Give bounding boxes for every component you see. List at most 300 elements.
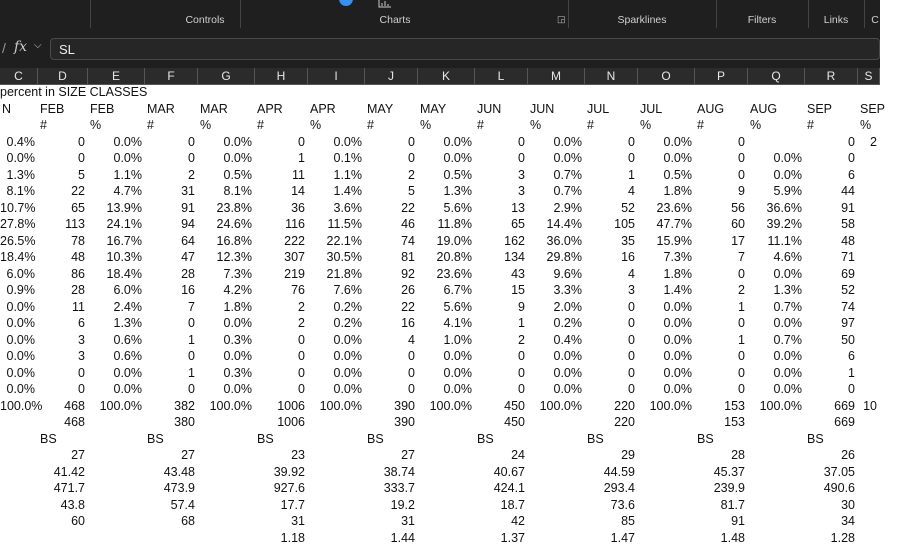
cell[interactable]: 11.1% [748,233,802,249]
cell[interactable]: 16 [145,282,195,298]
cell[interactable]: 0.0% [528,150,582,166]
cell[interactable]: % [640,117,717,133]
cell[interactable]: 0.0% [198,134,252,150]
cell[interactable]: 58 [805,216,855,232]
cell[interactable]: 3 [38,348,85,364]
cell[interactable]: 22 [38,183,85,199]
column-header-C[interactable]: C [0,68,38,84]
cell[interactable]: BS [147,431,220,447]
cell[interactable]: 0 [255,365,305,381]
cell[interactable]: JUN [530,101,607,117]
cell[interactable]: BS [367,431,440,447]
cell[interactable]: 100.0% [748,398,802,414]
cell[interactable]: 47 [145,249,195,265]
cell[interactable]: 0.3% [198,365,252,381]
cell[interactable]: 1 [695,332,745,348]
cell[interactable]: 927.6 [255,480,305,496]
cell[interactable]: 0 [255,381,305,397]
cell[interactable]: 0.3% [198,332,252,348]
cell[interactable]: 44 [805,183,855,199]
cell[interactable]: 3.6% [308,200,362,216]
cell[interactable]: 100.0% [88,398,142,414]
cell[interactable]: 36 [255,200,305,216]
cell[interactable]: 16 [585,249,635,265]
cell[interactable]: 97 [805,315,855,331]
cell[interactable]: 29 [585,447,635,463]
cell[interactable]: 17.7 [255,497,305,513]
cell[interactable]: 38.74 [365,464,415,480]
cell[interactable]: 0 [695,266,745,282]
cell[interactable]: 220 [585,414,635,430]
cell[interactable]: 1006 [255,398,305,414]
cell[interactable]: 100.0% [198,398,252,414]
cell[interactable]: 2.4% [88,299,142,315]
cell[interactable]: 23.8% [198,200,252,216]
cell[interactable]: SEP [807,101,880,117]
cell[interactable]: 31 [145,183,195,199]
cell[interactable]: percent in SIZE CLASSES [0,84,300,100]
cell[interactable]: 0.0% [638,381,692,397]
cell[interactable]: 60 [695,216,745,232]
cell[interactable]: 47.7% [638,216,692,232]
cell[interactable]: 50 [805,332,855,348]
cell[interactable]: 1.3% [88,315,142,331]
cell[interactable]: 19.2 [365,497,415,513]
cell[interactable]: 669 [805,414,855,430]
cell[interactable]: 78 [38,233,85,249]
cell[interactable]: 18.7 [475,497,525,513]
cell[interactable]: 2 [365,167,415,183]
cell[interactable]: 11.8% [418,216,472,232]
cell[interactable]: 0 [805,134,855,150]
cell[interactable]: 0 [475,150,525,166]
cell[interactable]: 0.0% [308,381,362,397]
cell[interactable]: 74 [365,233,415,249]
cell[interactable]: 0.7% [748,299,802,315]
cell[interactable]: 333.7 [365,480,415,496]
cell[interactable]: 46 [365,216,415,232]
cell[interactable]: 100.0% [638,398,692,414]
cell[interactable]: 2 [255,315,305,331]
cell[interactable]: 9 [695,183,745,199]
cell[interactable]: 85 [585,513,635,529]
cell[interactable]: 468 [38,398,85,414]
cell[interactable]: 16.8% [198,233,252,249]
cell[interactable]: 56 [695,200,745,216]
cell[interactable]: 0 [475,381,525,397]
cell[interactable]: 471.7 [38,480,85,496]
cell[interactable]: 0 [585,150,635,166]
cell[interactable]: 0 [365,365,415,381]
cell[interactable]: 3 [38,332,85,348]
cell[interactable]: 6.7% [418,282,472,298]
cell[interactable]: 18.4% [0,249,35,265]
cell[interactable]: 71 [805,249,855,265]
cell[interactable]: 81.7 [695,497,745,513]
cell[interactable]: 0 [585,381,635,397]
cell[interactable]: AUG [750,101,827,117]
cell[interactable]: 1 [475,315,525,331]
cell[interactable]: 5 [38,167,85,183]
cell[interactable]: 36.0% [528,233,582,249]
cell[interactable]: 0 [805,150,855,166]
cell[interactable]: FEB [40,101,110,117]
cell[interactable]: 26 [365,282,415,298]
cell[interactable]: 669 [805,398,855,414]
cell[interactable]: 0 [585,365,635,381]
column-header-N[interactable]: N [585,68,638,84]
cell[interactable]: % [200,117,277,133]
cell[interactable]: 10 [858,398,877,414]
cell[interactable]: 7 [145,299,195,315]
cell[interactable]: 1 [145,332,195,348]
cell[interactable]: 76 [255,282,305,298]
cell[interactable]: 222 [255,233,305,249]
cell[interactable]: 1.47 [585,530,635,546]
cell[interactable]: 22 [365,200,415,216]
cell[interactable]: 0 [695,348,745,364]
cell[interactable]: 293.4 [585,480,635,496]
cell[interactable]: 2 [695,282,745,298]
cell[interactable]: 6 [38,315,85,331]
cell[interactable]: 60 [38,513,85,529]
cell[interactable]: 0.1% [308,150,362,166]
cell[interactable]: 0.6% [88,348,142,364]
cell[interactable]: 8.1% [0,183,35,199]
cell[interactable]: 24.1% [88,216,142,232]
cell[interactable]: MAY [420,101,497,117]
cell[interactable]: 380 [145,414,195,430]
cell[interactable]: 10.3% [88,249,142,265]
cell[interactable]: 6.0% [88,282,142,298]
cell[interactable]: 468 [38,414,85,430]
cell[interactable]: 0.0% [638,365,692,381]
cell[interactable]: # [587,117,660,133]
cell[interactable]: % [530,117,607,133]
cell[interactable]: 3 [475,167,525,183]
cell[interactable]: 23.6% [418,266,472,282]
cell[interactable]: 0.5% [418,167,472,183]
cell[interactable]: 100.0% [418,398,472,414]
cell[interactable]: 0.7% [528,183,582,199]
cell[interactable]: 0 [585,134,635,150]
cell[interactable]: 0 [365,381,415,397]
cell[interactable]: JUL [587,101,660,117]
cell[interactable]: 73.6 [585,497,635,513]
column-header-I[interactable]: I [308,68,365,84]
cell[interactable]: 0.5% [198,167,252,183]
cell[interactable]: 0.0% [418,134,472,150]
cell[interactable]: 8.1% [198,183,252,199]
cell[interactable]: 0.0% [198,150,252,166]
cell[interactable]: 41.42 [38,464,85,480]
cell[interactable]: 17 [695,233,745,249]
cell[interactable]: 7.6% [308,282,362,298]
cell[interactable]: 0 [585,299,635,315]
cell[interactable]: 1.3% [748,282,802,298]
cell[interactable]: 0.2% [308,299,362,315]
cell[interactable]: 1.37 [475,530,525,546]
cell[interactable]: 2.0% [528,299,582,315]
cell[interactable]: 0.0% [198,348,252,364]
cell[interactable]: 100.0% [308,398,362,414]
column-header-P[interactable]: P [695,68,748,84]
cell[interactable]: 13.9% [88,200,142,216]
cell[interactable]: 0.0% [528,134,582,150]
cell[interactable]: 27 [38,447,85,463]
cell[interactable]: 23.6% [638,200,692,216]
cell[interactable]: 153 [695,398,745,414]
cell[interactable]: 91 [145,200,195,216]
cell[interactable]: MAR [200,101,277,117]
cell[interactable]: 52 [805,282,855,298]
cell[interactable]: 307 [255,249,305,265]
cell[interactable]: BS [257,431,330,447]
column-header-F[interactable]: F [145,68,198,84]
cell[interactable]: 1.3% [0,167,35,183]
cell[interactable]: MAY [367,101,440,117]
cell[interactable]: 5 [365,183,415,199]
cell[interactable]: 0 [695,167,745,183]
cell[interactable]: 22 [365,299,415,315]
cell[interactable]: 3 [475,183,525,199]
column-header-J[interactable]: J [365,68,418,84]
cell[interactable]: MAR [147,101,220,117]
cell[interactable]: APR [310,101,387,117]
cell[interactable]: 12.3% [198,249,252,265]
cell[interactable]: 0 [475,348,525,364]
cell[interactable]: AUG [697,101,770,117]
cell[interactable]: 29.8% [528,249,582,265]
cell[interactable]: 0.0% [418,150,472,166]
cell[interactable]: 0.0% [528,381,582,397]
cell[interactable]: 23 [255,447,305,463]
cell[interactable]: 0 [695,134,745,150]
cell[interactable]: 105 [585,216,635,232]
cell[interactable]: 6 [805,348,855,364]
cell[interactable]: 5.6% [418,200,472,216]
cell[interactable]: 42 [475,513,525,529]
cell[interactable]: 14 [255,183,305,199]
cell[interactable]: 0.0% [748,167,802,183]
cell[interactable]: 14.4% [528,216,582,232]
cell[interactable]: 0.4% [528,332,582,348]
cell[interactable]: 2 [475,332,525,348]
column-header-Q[interactable]: Q [748,68,805,84]
cell[interactable]: 40.67 [475,464,525,480]
cell[interactable]: 0.0% [0,332,35,348]
cell[interactable]: 1.4% [638,282,692,298]
cell[interactable]: 35 [585,233,635,249]
cell[interactable]: 0 [695,315,745,331]
cell[interactable]: 27.8% [0,216,35,232]
cell[interactable]: 0.0% [0,348,35,364]
cell[interactable]: 0 [255,134,305,150]
cell[interactable]: 1.48 [695,530,745,546]
cell[interactable]: BS [477,431,550,447]
cell[interactable]: 0 [695,150,745,166]
cell[interactable]: 0 [365,348,415,364]
cell[interactable]: 450 [475,398,525,414]
cell[interactable]: 44.59 [585,464,635,480]
cell[interactable]: 0 [365,150,415,166]
cell[interactable]: 7.3% [198,266,252,282]
cell[interactable]: 1.0% [418,332,472,348]
cell[interactable]: 64 [145,233,195,249]
cell[interactable]: BS [587,431,660,447]
column-header-D[interactable]: D [38,68,88,84]
cell[interactable]: # [807,117,880,133]
cell[interactable]: FEB [90,101,167,117]
cell[interactable]: 68 [145,513,195,529]
cell[interactable]: 91 [695,513,745,529]
cell[interactable]: 0.0% [88,381,142,397]
cell[interactable]: 15.9% [638,233,692,249]
cell[interactable]: 0.0% [88,134,142,150]
cell[interactable]: 1.8% [638,266,692,282]
cell[interactable]: 0 [145,315,195,331]
cell[interactable]: BS [697,431,770,447]
cell[interactable]: 0 [695,365,745,381]
cell[interactable]: 100.0% [528,398,582,414]
cell[interactable]: 18.4% [88,266,142,282]
cell[interactable]: BS [807,431,880,447]
cell[interactable]: 43.8 [38,497,85,513]
dialog-launcher-icon[interactable]: ◲ [557,14,567,24]
cell[interactable]: 1.18 [255,530,305,546]
cell[interactable]: 0 [475,365,525,381]
cell[interactable]: 4.1% [418,315,472,331]
cancel-icon[interactable]: / [2,40,6,56]
column-header-G[interactable]: G [198,68,255,84]
cell[interactable]: 65 [475,216,525,232]
cell[interactable]: 0.0% [0,365,35,381]
cell[interactable]: 0.0% [88,365,142,381]
cell[interactable]: # [697,117,770,133]
formula-input[interactable]: SL [50,38,880,60]
cell[interactable]: 0.0% [748,315,802,331]
blue-button-icon[interactable] [339,0,353,6]
cell[interactable]: 43 [475,266,525,282]
cell[interactable]: JUL [640,101,717,117]
cell[interactable]: 220 [585,398,635,414]
cell[interactable]: 24.6% [198,216,252,232]
cell[interactable]: 34 [805,513,855,529]
cell[interactable]: 2 [145,167,195,183]
cell[interactable]: 0.0% [0,381,35,397]
cell[interactable]: 153 [695,414,745,430]
cell[interactable]: 74 [805,299,855,315]
cell[interactable]: 1.28 [805,530,855,546]
cell[interactable]: 9 [475,299,525,315]
cell[interactable]: 0.2% [528,315,582,331]
cell[interactable]: % [420,117,497,133]
cell[interactable]: 4.7% [88,183,142,199]
cell[interactable]: 450 [475,414,525,430]
cell[interactable]: 0.0% [418,381,472,397]
cell[interactable]: 28 [695,447,745,463]
cell[interactable]: 13 [475,200,525,216]
cell[interactable]: 490.6 [805,480,855,496]
cell[interactable]: 30.5% [308,249,362,265]
cell[interactable]: 0.0% [748,150,802,166]
cell[interactable]: # [147,117,220,133]
cell[interactable]: 16 [365,315,415,331]
cell[interactable]: 0.0% [198,381,252,397]
cell[interactable]: 0.0% [308,365,362,381]
cell[interactable]: 94 [145,216,195,232]
cell[interactable]: 1006 [255,414,305,430]
sheet-grid[interactable] [0,84,880,540]
cell[interactable]: 134 [475,249,525,265]
cell[interactable]: 1.8% [638,183,692,199]
cell[interactable]: 27 [365,447,415,463]
cell[interactable]: 39.2% [748,216,802,232]
cell[interactable]: 1.4% [308,183,362,199]
cell[interactable]: 1 [805,365,855,381]
cell[interactable]: 0.7% [748,332,802,348]
cell[interactable]: 113 [38,216,85,232]
cell[interactable]: 0.0% [0,315,35,331]
cell[interactable]: 0 [475,134,525,150]
cell[interactable]: 24 [475,447,525,463]
cell[interactable]: BS [40,431,110,447]
cell[interactable]: 0 [585,315,635,331]
column-header-R[interactable]: R [805,68,858,84]
cell[interactable]: 2 [255,299,305,315]
column-header-O[interactable]: O [638,68,695,84]
cell[interactable]: 92 [365,266,415,282]
cell[interactable]: 11.5% [308,216,362,232]
cell[interactable]: 11 [38,299,85,315]
cell[interactable]: 2 [858,134,877,150]
cell[interactable]: 0.0% [418,365,472,381]
chevron-down-icon[interactable]: ⌵ [34,40,42,51]
cell[interactable]: # [367,117,440,133]
column-header-S[interactable]: S [858,68,880,84]
column-header-E[interactable]: E [88,68,145,84]
cell[interactable]: 1 [695,299,745,315]
cell[interactable]: 0.0% [748,365,802,381]
cell[interactable]: 36.6% [748,200,802,216]
cell[interactable]: 1.1% [308,167,362,183]
cell[interactable]: 4 [585,266,635,282]
cell[interactable]: 65 [38,200,85,216]
cell[interactable]: 0.9% [0,282,35,298]
cell[interactable]: 0.0% [308,348,362,364]
cell[interactable]: 52 [585,200,635,216]
cell[interactable]: 2.9% [528,200,582,216]
cell[interactable]: # [477,117,550,133]
fx-icon[interactable]: fx [14,39,27,55]
cell[interactable]: 0.0% [638,348,692,364]
column-header-K[interactable]: K [418,68,475,84]
cell[interactable]: 1 [585,167,635,183]
cell[interactable]: % [860,117,902,133]
cell[interactable]: 4.2% [198,282,252,298]
cell[interactable]: 31 [365,513,415,529]
cell[interactable]: 4 [365,332,415,348]
cell[interactable]: 48 [805,233,855,249]
cell[interactable]: 0.0% [0,299,35,315]
column-header-L[interactable]: L [475,68,528,84]
cell[interactable]: 0.0% [418,348,472,364]
cell[interactable]: 0.0% [638,299,692,315]
cell[interactable]: 69 [805,266,855,282]
cell[interactable]: # [40,117,110,133]
cell[interactable]: 57.4 [145,497,195,513]
cell[interactable]: 1.3% [418,183,472,199]
